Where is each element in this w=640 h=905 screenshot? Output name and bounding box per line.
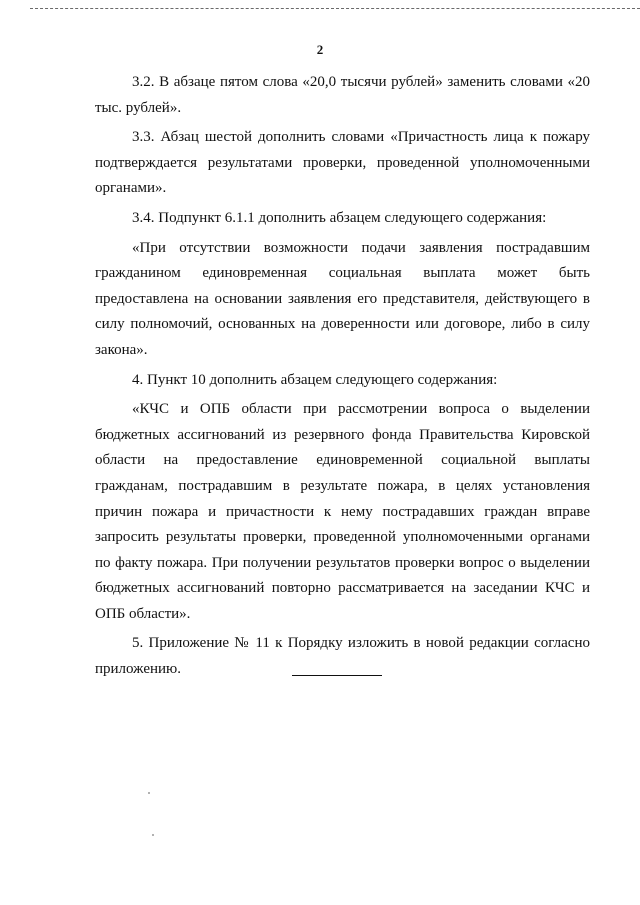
document-body — [95, 70, 590, 683]
paragraph-3-3: 3.3. Абзац шестой дополнить словами «Причастность лица к пожару подтверждается результатами проверки, проведенной уполномоченными органами». — [95, 129, 590, 197]
paragraph-3-4: 3.4. Подпункт 6.1.1 дополнить абзацем следующего содержания: — [132, 209, 547, 226]
paragraph-4: 4. Пункт 10 дополнить абзацем следующего содержания: — [132, 371, 498, 388]
scan-edge-line — [30, 8, 640, 9]
scan-speck — [152, 834, 154, 836]
page-number: 2 — [316, 42, 324, 57]
end-rule — [292, 675, 382, 676]
scan-speck — [148, 792, 150, 794]
paragraph-3-4-quote: «При отсутствии возможности подачи заявления пострадавшим гражданином единовременная социальная выплата может быть предоставлена на основании заявления его представителя, действующего в силу полномочий, основанных на доверенности или договоре, либо в силу закона». — [95, 239, 590, 358]
paragraph-5: 5. Приложение № 11 к Порядку изложить в новой редакции согласно приложению. — [95, 635, 590, 678]
paragraph-4-quote: «КЧС и ОПБ области при рассмотрении вопроса о выделении бюджетных ассигнований из резервного фонда Правительства Кировской области на предоставление единовременной социальной выплаты гражданам, пострадавшим в результате пожара, в целях установления причин пожара и причастности к нему пострадавших граждан вправе запросить результаты проверки, проведенной уполномоченными органами по факту пожара. При получении результатов проверки вопрос о выделении бюджетных ассигнований повторно рассматривается на заседании КЧС и ОПБ области». — [95, 401, 590, 622]
paragraph-3-2: 3.2. В абзаце пятом слова «20,0 тысячи рублей» заменить словами «20 тыс. рублей». — [95, 74, 590, 116]
